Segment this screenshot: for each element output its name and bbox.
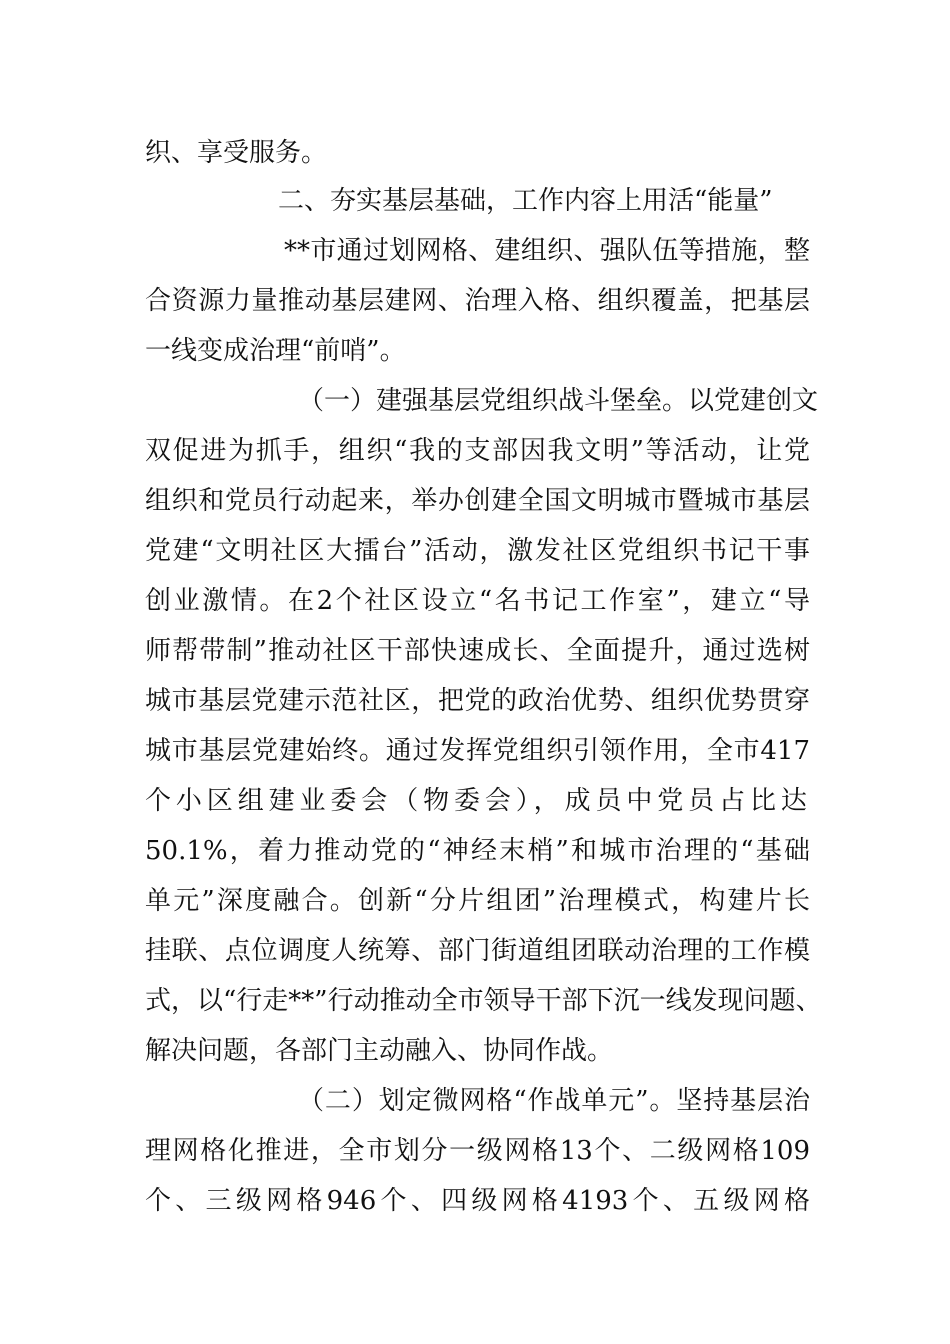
text-line-17: 挂联、点位调度人统筹、部门街道组团联动治理的工作模 [145,936,810,966]
text-line-10: 创业激情。在2个社区设立“名书记工作室”，建立“导 [145,586,810,616]
text-line-14: 个小区组建业委会（物委会），成员中党员占比达 [145,786,810,816]
text-line-9: 党建“文明社区大擂台”活动，激发社区党组织书记干事 [145,536,810,566]
text-line-12: 城市基层党建示范社区，把党的政治优势、组织优势贯穿 [145,686,810,716]
text-line-16: 单元”深度融合。创新“分片组团”治理模式，构建片长 [145,886,810,916]
text-line-15: 50.1%，着力推动党的“神经末梢”和城市治理的“基础 [145,836,810,866]
text-line-7: 双促进为抓手，组织“我的支部因我文明”等活动，让党 [145,436,810,466]
text-line-1: 织、享受服务。 [145,138,328,168]
text-line-18: 式，以“行走**”行动推动全市领导干部下沉一线发现问题、 [145,986,822,1016]
text-line-13: 城市基层党建始终。通过发挥党组织引领作用，全市417 [145,736,810,766]
subsection-heading-2: （二）划定微网格“作战单元”。坚持基层治 [298,1086,810,1116]
text-line-11: 师帮带制”推动社区干部快速成长、全面提升，通过选树 [145,636,810,666]
text-line-3: **市通过划网格、建组织、强队伍等措施，整 [284,236,810,266]
text-line-22: 个、三级网格946个、四级网格4193个、五级网格 [145,1186,810,1216]
subsection-heading-1: （一）建强基层党组织战斗堡垒。以党建创文 [298,386,819,416]
text-line-5: 一线变成治理“前哨”。 [145,336,406,366]
text-line-19: 解决问题，各部门主动融入、协同作战。 [145,1036,614,1066]
text-line-21: 理网格化推进，全市划分一级网格13个、二级网格109 [145,1136,810,1166]
text-line-4: 合资源力量推动基层建网、治理入格、组织覆盖，把基层 [145,286,810,316]
section-heading-2: 二、夯实基层基础，工作内容上用活“能量” [278,186,773,216]
text-line-8: 组织和党员行动起来，举办创建全国文明城市暨城市基层 [145,486,810,516]
